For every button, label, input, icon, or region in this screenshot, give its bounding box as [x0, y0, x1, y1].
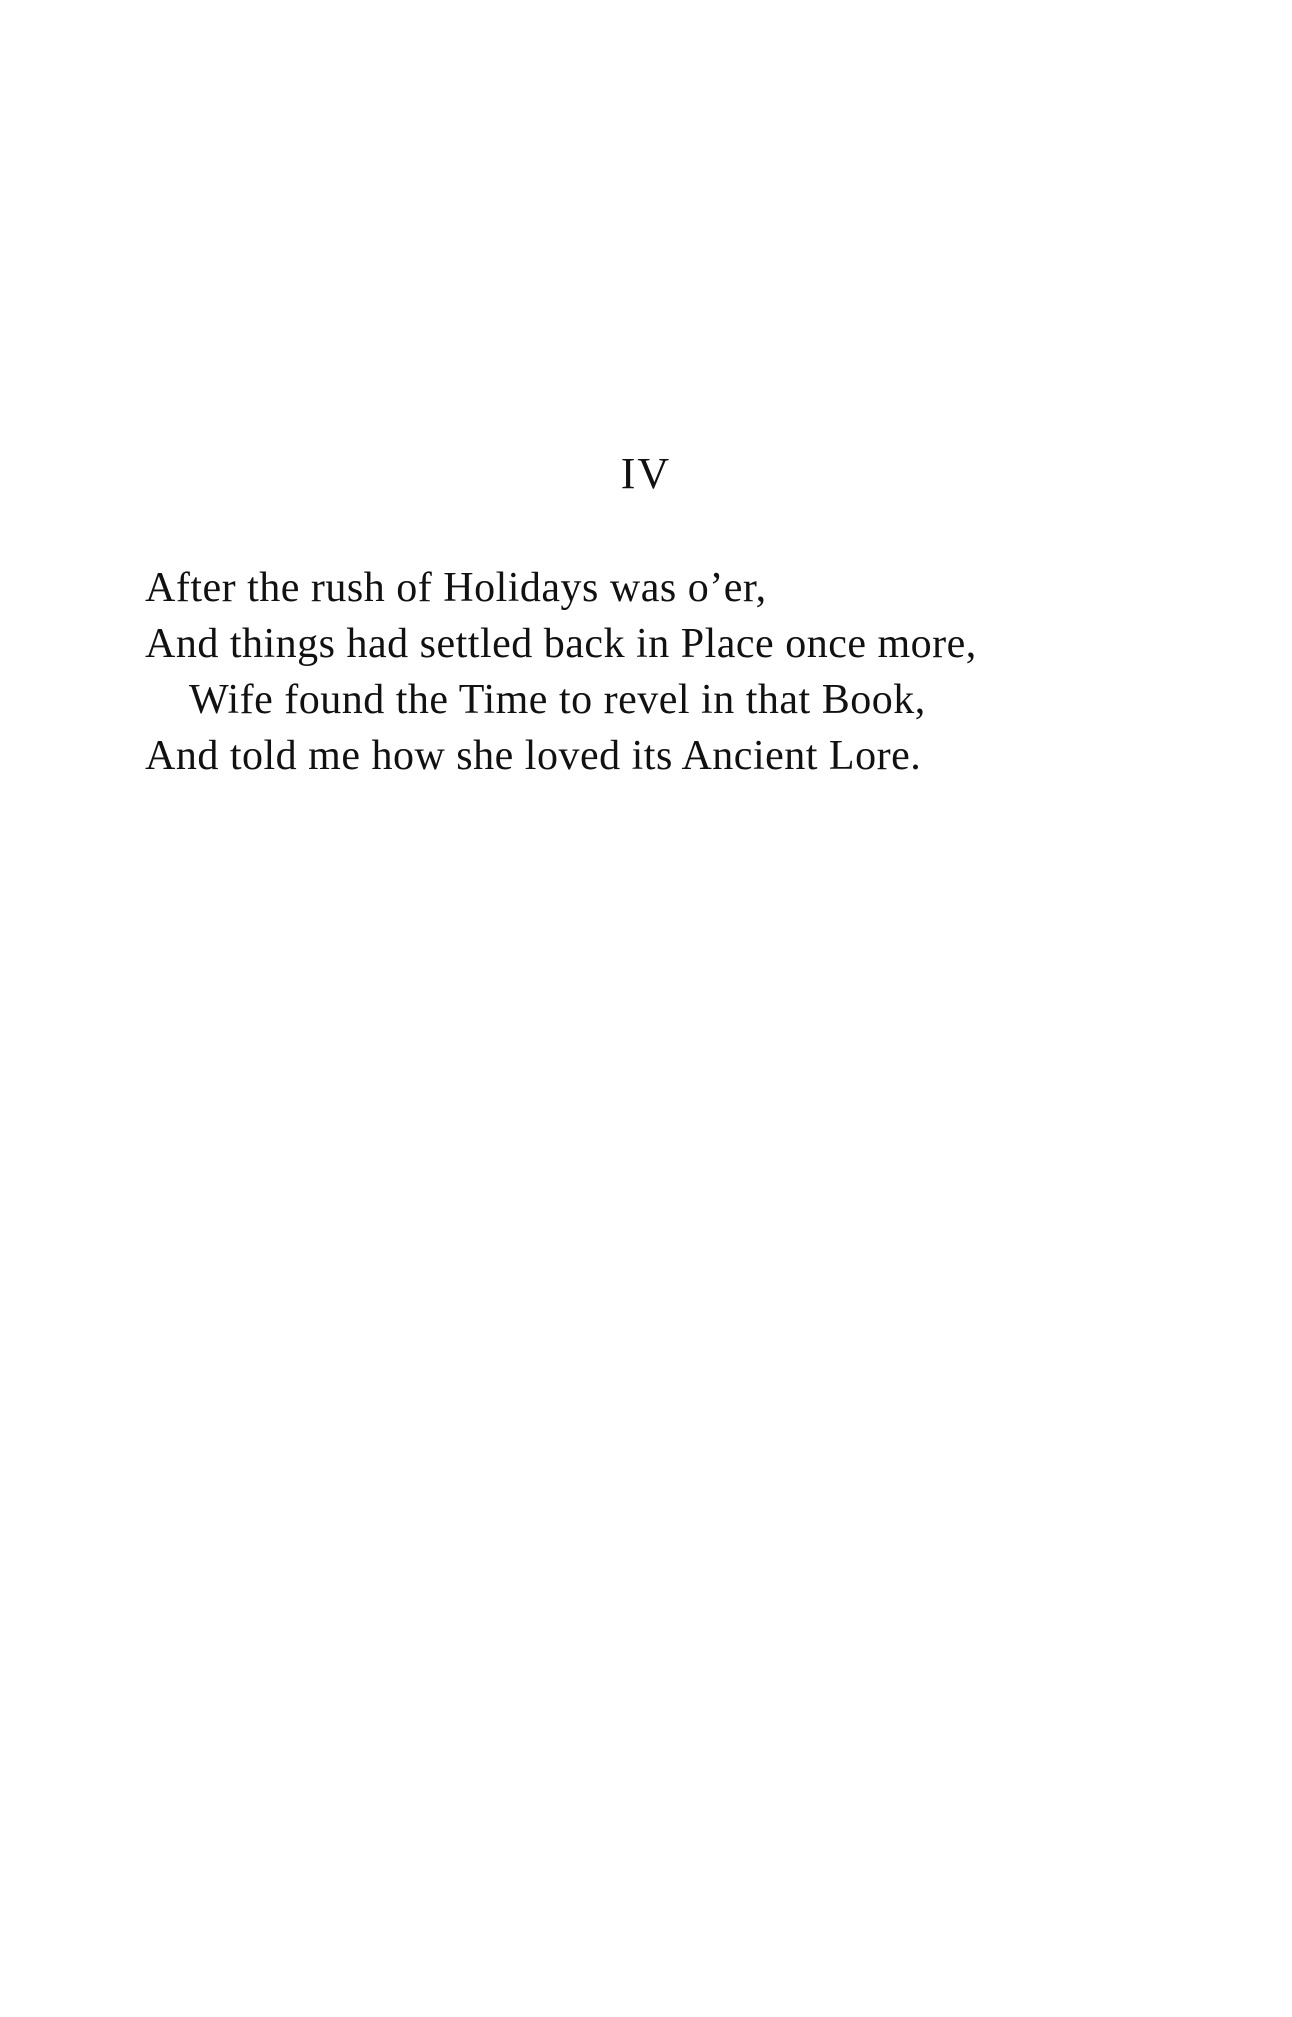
section-number: IV [620, 449, 672, 498]
poem-line-4: And told me how she loved its Ancient Lore. [145, 733, 922, 779]
poem-stanza [145, 560, 977, 784]
poem-line-3: Wife found the Time to revel in that Book, [189, 677, 926, 723]
poem-line-2: And things had settled back in Place once more, [145, 621, 977, 667]
poem-line-1: After the rush of Holidays was o’er, [145, 565, 767, 611]
